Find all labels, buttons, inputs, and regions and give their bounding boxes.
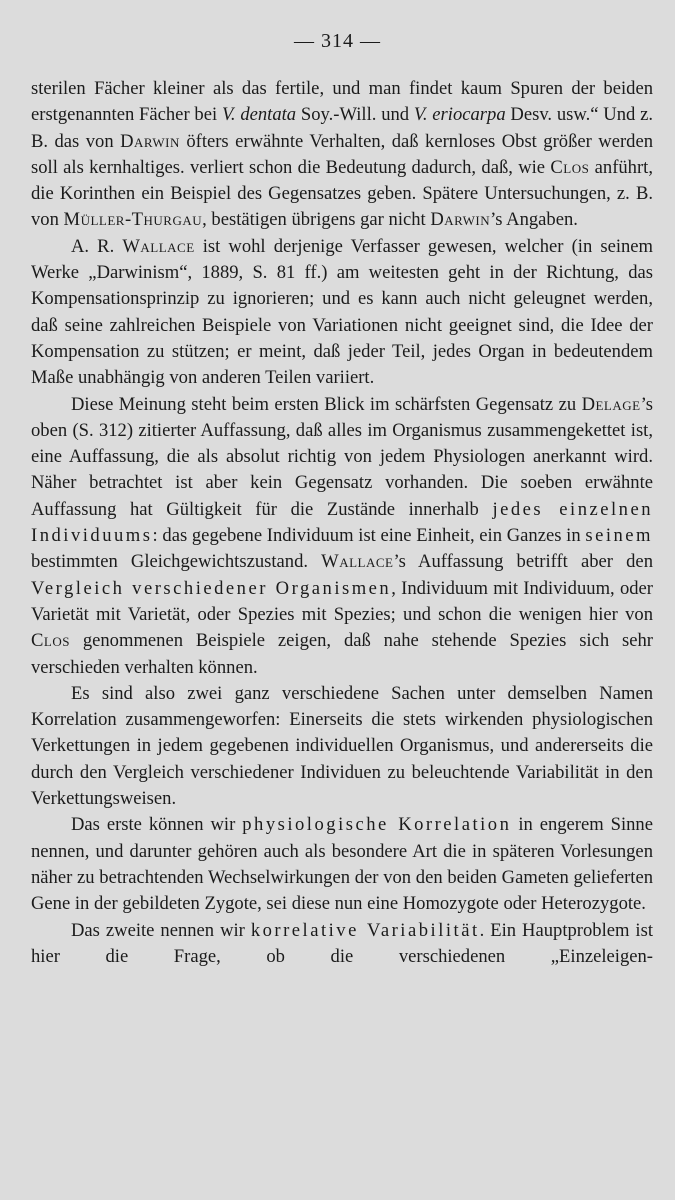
text-run: in engerem Sinne nennen, und darunter gehören auch als besondere Art die in späteren Vorlesungen näher zu betrachtenden Wechselwirkungen der von den beiden Gameten gelieferten Gene in der gebildeten Zygote, sei diese nun eine Homozygote oder Heterozygote. <box>31 814 653 915</box>
text-run: ist wohl derjenige Verfasser gewesen, welcher (in seinem Werke „Darwinism“, 1889, S. 81 ff.) am weitesten geht in der Richtung, das Kompensationsprinzip zu ignorieren; und es kann auch nicht geleugnet werden, daß seine zahlreichen Beispiele von Variationen nicht geeignet sind, die Idee der Kompensation zu stützen; er meint, daß jeder Teil, jedes Organ in bedeutendem Maße unabhängig von anderen Teilen variiert. <box>31 235 653 389</box>
text-run: öfters erwähnte Verhalten, daß kernloses Obst größer werden soll als kernhaltiges. verliert schon die Bedeutung dadurch, daß, wie <box>31 130 654 178</box>
page-number: — 314 — <box>294 30 381 52</box>
text-run: Soy.-Will. und <box>296 104 414 126</box>
styled-text-sp: Vergleich verschiedener Organismen <box>31 577 392 599</box>
styled-text-sp: jedes einzelnen Individuums <box>31 498 654 547</box>
styled-text-sc: Clos <box>31 630 70 652</box>
text-run: ’s oben (S. 312) zitierter Auffassung, daß alles im Organismus zusammengekettet ist, eine Auffassung, die als absolut richtig von jedem Physiologen anerkannt wird. Näher betrachtet ist aber kein Gegensatz vorhanden. Die soeben erwähnte Auffassung hat Gültigkeit für die Zustände innerhalb <box>31 393 653 520</box>
paragraph-p3 <box>31 392 653 681</box>
styled-text-sc: Darwin <box>430 209 491 231</box>
paragraph-p1 <box>31 76 653 234</box>
text-run: Es sind also zwei ganz verschiedene Sachen unter demselben Namen Korrelation zusammengeworfen: Einerseits die stets wirkenden physiologischen Verkettungen in jedem gegebenen individuellen Organismus, und andererseits die durch den Vergleich verschiedener Individuen zu beleuchtende Variabilität in den Verkettungsweisen. <box>31 682 653 810</box>
text-run: : das gegebene Individuum ist eine Einheit, ein Ganzes in <box>152 525 586 547</box>
text-run: ’s Auffassung betrifft aber den <box>393 551 653 573</box>
text-run: anführt, die Korinthen ein Beispiel des Gegensatzes geben. Spätere Untersuchungen, z. B. von <box>31 156 653 231</box>
styled-text-sc: Wallace <box>122 235 195 257</box>
paragraph-p4 <box>31 681 653 812</box>
styled-text-sp: physiologische Korrelation <box>242 814 512 836</box>
styled-text-sc: Clos <box>550 156 590 178</box>
text-run: , bestätigen übrigens gar nicht <box>202 209 431 231</box>
styled-text-em: V. dentata <box>221 104 297 126</box>
styled-text-sp: korrelative Variabilität <box>250 919 480 941</box>
paragraph-p2 <box>31 234 653 392</box>
text-run: genommenen Beispiele zeigen, daß nahe stehende Spezies sich sehr verschieden verhalten können. <box>31 630 653 678</box>
text-run: , Individuum mit Individuum, oder Varietät mit Varietät, oder Spezies mit Spezies; und schon die wenigen hier von <box>31 577 653 625</box>
styled-text-sc: Darwin <box>120 130 180 152</box>
styled-text-sc: Delage <box>581 393 641 415</box>
body-text <box>31 76 653 970</box>
text-run: Das zweite nennen wir <box>71 919 251 941</box>
paragraph-p5 <box>31 812 653 917</box>
text-run: ’s Angaben. <box>490 209 578 231</box>
text-run: Desv. usw.“ Und z. B. das von <box>31 104 654 152</box>
text-run: Diese Meinung steht beim ersten Blick im schärfsten Gegensatz zu <box>71 393 582 415</box>
paragraph-p6 <box>31 918 653 971</box>
styled-text-sc: Wallace <box>321 551 394 573</box>
styled-text-sc: Müller-Thurgau <box>63 209 203 231</box>
styled-text-em: V. eriocarpa <box>413 104 506 126</box>
text-run: A. R. <box>71 235 123 257</box>
text-run: Das erste können wir <box>71 814 243 836</box>
text-run: bestimmten Gleichgewichtszustand. <box>31 551 322 573</box>
text-run: . Ein Hauptproblem ist hier die Frage, ob die verschiedenen „Einzeleigen- <box>31 919 654 967</box>
text-run: sterilen Fächer kleiner als das fertile, und man findet kaum Spuren der beiden erstgenannten Fächer bei <box>31 78 653 126</box>
styled-text-sp: seinem <box>585 525 653 547</box>
